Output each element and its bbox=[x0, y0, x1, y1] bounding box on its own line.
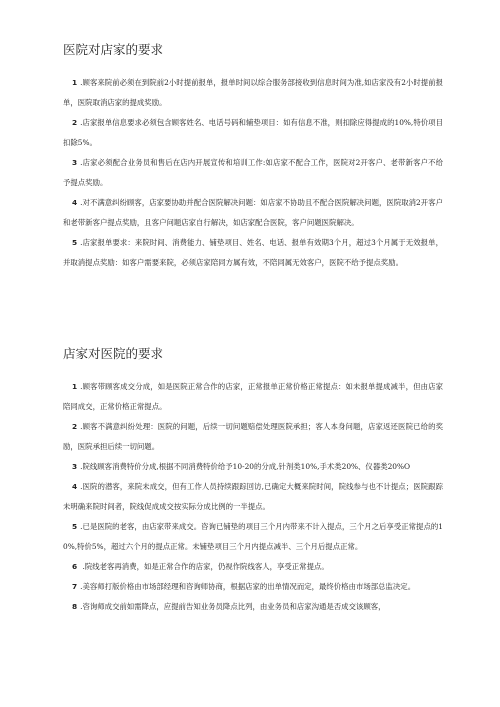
list-item: 4 .医院的潜客，来院未成交，但有工作人员持续跟踪回访,已确定大概来院时间，院线参与也不计提点；医院跟踪未明确来院时间者，院线促成成交按实际分成比例的一半提点。 bbox=[63, 482, 443, 511]
list-item: 3 .店家必须配合业务员和售后在店内开展宣传和培训工作:如店家不配合工作，医院对2开客户、老带新客户不给予提点奖励。 bbox=[63, 158, 443, 187]
section-title: 医院对店家的要求 bbox=[63, 42, 164, 57]
list-item: 6 .院线老客再消费，如是正常合作的店家，仍视作院线客人，享受正常提点。 bbox=[72, 562, 329, 571]
section-hospital-requirements bbox=[63, 42, 443, 273]
list-item: 1 .顾客带顾客成交分成，如是医院正常合作的店家，正常报单正常价格正常提点：如未报单提成减半，但由店家陪同成交，正常价格正常提点。 bbox=[63, 382, 443, 411]
list-item: 5 .已是医院的老客，由店家带来成交。咨询已铺垫的项目三个月内带来不计入提点，三个月之后享受正常提点的10%,特价5%，超过六个月的提点正常。未铺垫项目三个月内提点减半、三个月后提点正常。 bbox=[63, 522, 443, 551]
section-store-requirements bbox=[63, 346, 443, 617]
list-item: 4 .对不满意纠纷顾客，店家要协助并配合医院解决问题：如店家不协助且不配合医院解决问题，医院取消2开客户和老带新客户提点奖励，且客户问题店家自行解决，如店家配合医院，客户问题医院解决。 bbox=[63, 198, 443, 227]
list-item: 2 .顾客不满意纠纷处理：医院的问题，后续一切问题赔偿处理医院承担；客人本身问题，店家返还医院已给的奖励，医院承担后续一切问题。 bbox=[63, 422, 443, 451]
list-item: 7 .美容师打版价格由市场部经理和咨询师协商，根据店家的出单情况而定，最终价格由市场部总监决定。 bbox=[72, 582, 416, 591]
list-item: 5 .店家报单要求：来院时间、消费能力、铺垫项目、姓名、电话、报单有效期3个月，超过3个月属于无效报单，并取消提点奖励：如客户需要来院，必须店家陪同方属有效，不陪同属无效客户，医院不给予提点奖励。 bbox=[63, 238, 443, 267]
list-item: 2 .店家报单信息要求必须包含顾客姓名、电话号码和辅垫项目：如有信息不准，则扣除应得提成的10%,特价项目扣除5%。 bbox=[63, 118, 443, 147]
list-item: 3 .院线顾客消费特价分成,根据不同消费特价给予10-20的分成,针剂类10%,手术类20%、仪器类20%O bbox=[72, 462, 411, 471]
list-item: 8 .咨询师成交前如需降点，应提前告知业务员降点比列，由业务员和店家沟通是否成交该顾客， bbox=[72, 602, 386, 611]
section-title: 店家对医院的要求 bbox=[63, 346, 164, 361]
list-item: 1 .顾客来院前必须在到院前2小时提前报单，报单时间以综合服务部接收到信息时间为准,如店家没有2小时提前报单，医院取消店家的提成奖励。 bbox=[63, 78, 443, 107]
